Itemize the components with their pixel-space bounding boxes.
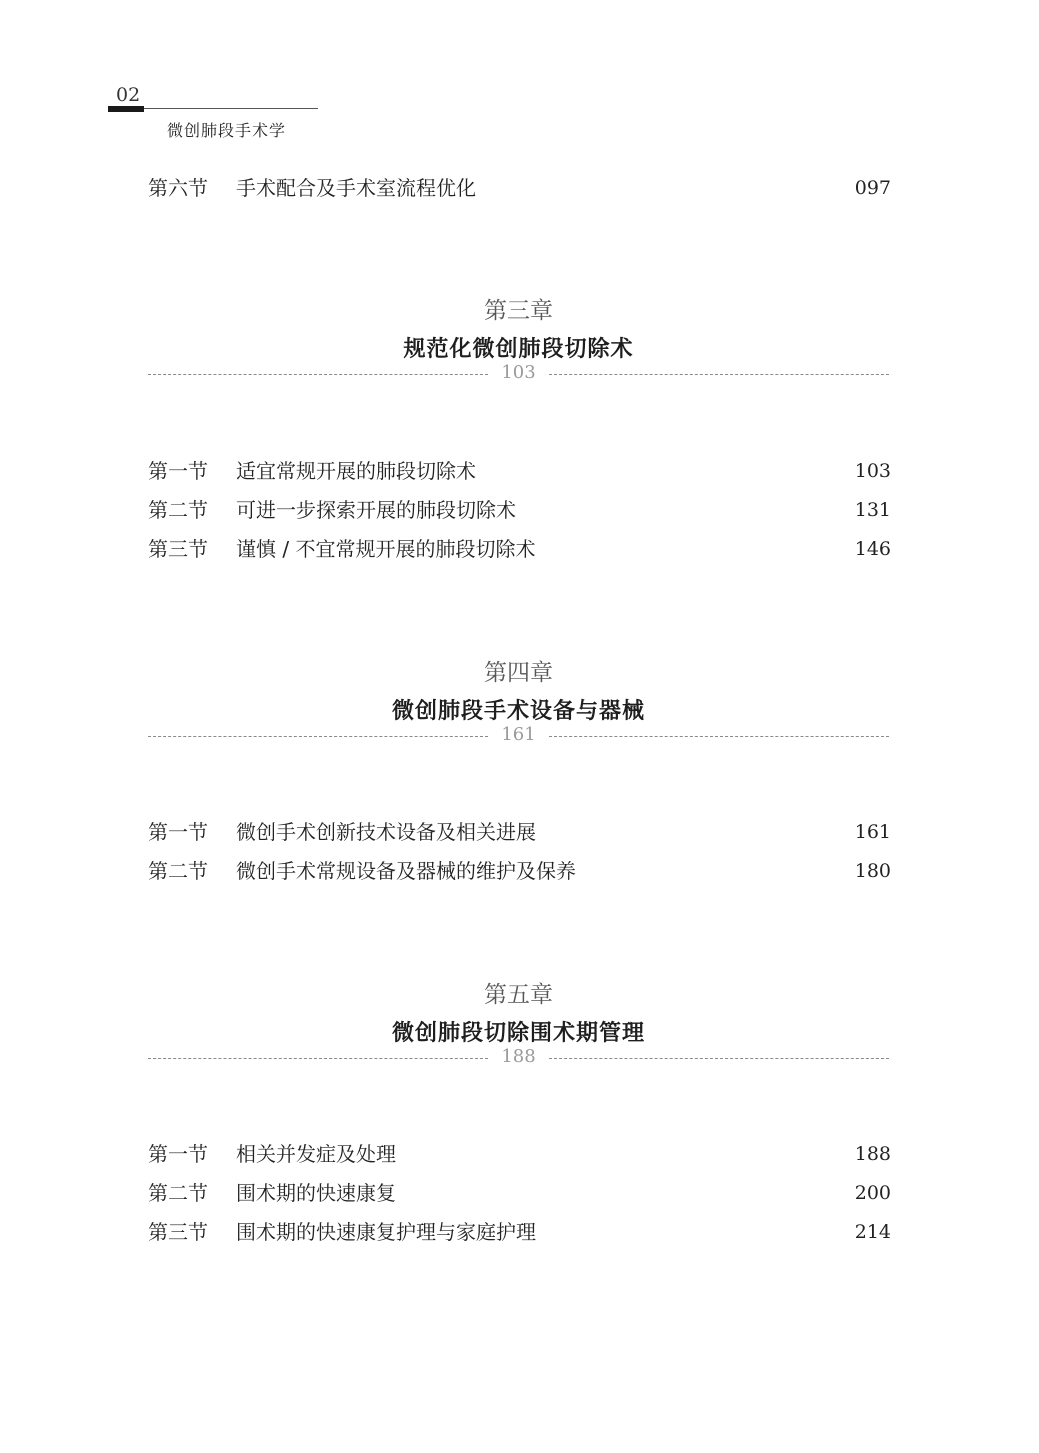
section-title: 谨慎 / 不宜常规开展的肺段切除术 <box>236 537 536 561</box>
section-page: 188 <box>854 1143 891 1165</box>
section-number: 第一节 <box>148 820 208 844</box>
toc-entry[interactable] <box>148 174 891 202</box>
running-header <box>108 84 318 144</box>
section-number: 第一节 <box>148 459 208 483</box>
section-title: 微创手术创新技术设备及相关进展 <box>236 820 536 844</box>
section-page: 161 <box>854 821 891 843</box>
section-page: 097 <box>854 177 891 199</box>
chapter-divider-right <box>549 736 889 737</box>
section-title: 相关并发症及处理 <box>236 1142 396 1166</box>
page-number: 02 <box>116 84 141 106</box>
section-page: 200 <box>854 1182 891 1204</box>
section-number: 第二节 <box>148 1181 208 1205</box>
book-title: 微创肺段手术学 <box>167 121 287 140</box>
section-page: 180 <box>854 860 891 882</box>
section-number: 第六节 <box>148 176 208 200</box>
chapter-page: 188 <box>501 1046 536 1067</box>
section-title: 围术期的快速康复 <box>236 1181 396 1205</box>
section-title: 微创手术常规设备及器械的维护及保养 <box>236 859 576 883</box>
chapter-heading[interactable] <box>146 976 891 1086</box>
chapter-page: 161 <box>501 724 536 745</box>
section-title: 围术期的快速康复护理与家庭护理 <box>236 1220 536 1244</box>
chapter-label: 第五章 <box>484 982 553 1008</box>
section-number: 第二节 <box>148 498 208 522</box>
toc-entry[interactable] <box>148 857 891 885</box>
section-number: 第二节 <box>148 859 208 883</box>
section-page: 214 <box>854 1221 891 1243</box>
toc-entry[interactable] <box>148 496 891 524</box>
toc-entry[interactable] <box>148 1140 891 1168</box>
section-title: 手术配合及手术室流程优化 <box>236 176 476 200</box>
section-page: 146 <box>854 538 891 560</box>
chapter-page: 103 <box>501 362 536 383</box>
section-number: 第一节 <box>148 1142 208 1166</box>
section-page: 103 <box>854 460 891 482</box>
chapter-title: 规范化微创肺段切除术 <box>403 337 634 362</box>
header-bar <box>108 106 144 112</box>
section-title: 可进一步探索开展的肺段切除术 <box>236 498 516 522</box>
toc-entry[interactable] <box>148 1218 891 1246</box>
toc-entry[interactable] <box>148 535 891 563</box>
section-number: 第三节 <box>148 537 208 561</box>
toc-entry[interactable] <box>148 457 891 485</box>
chapter-title: 微创肺段切除围术期管理 <box>391 1021 645 1046</box>
chapter-divider-right <box>549 374 889 375</box>
section-number: 第三节 <box>148 1220 208 1244</box>
section-title: 适宜常规开展的肺段切除术 <box>236 459 476 483</box>
chapter-label: 第三章 <box>484 298 553 324</box>
chapter-divider-right <box>549 1058 889 1059</box>
chapter-heading[interactable] <box>146 292 891 402</box>
toc-entry[interactable] <box>148 818 891 846</box>
chapter-label: 第四章 <box>484 660 553 686</box>
header-rule <box>144 108 318 109</box>
chapter-heading[interactable] <box>146 654 891 764</box>
chapter-title: 微创肺段手术设备与器械 <box>391 699 645 724</box>
section-page: 131 <box>854 499 891 521</box>
toc-entry[interactable] <box>148 1179 891 1207</box>
